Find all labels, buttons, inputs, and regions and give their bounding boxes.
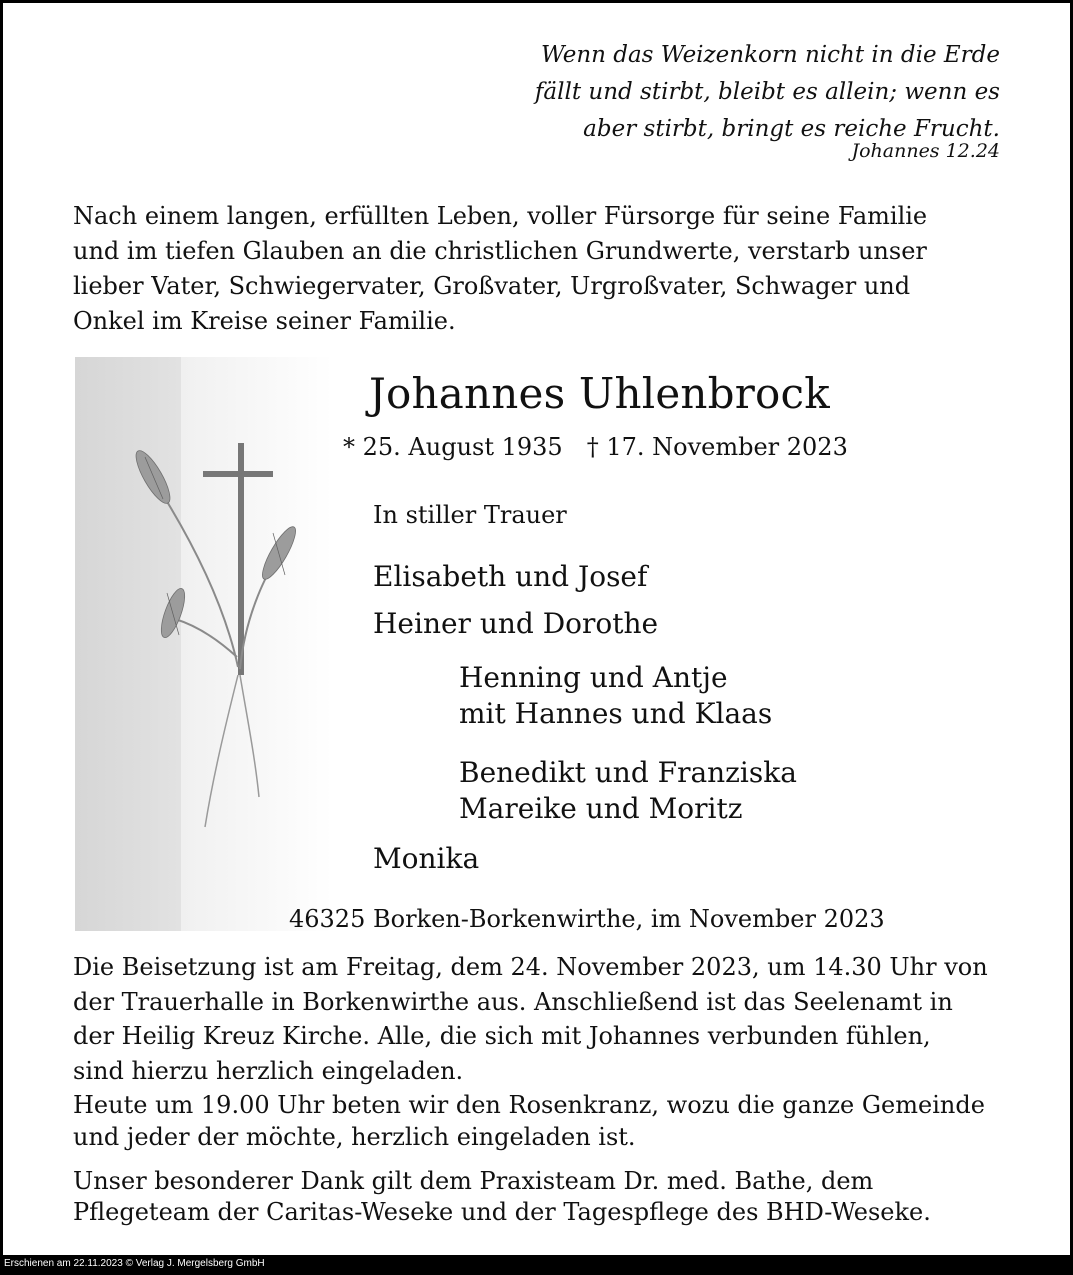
mourner-line: mit Hannes und Klaas: [459, 697, 773, 730]
thanks-line: Pflegeteam der Caritas-Weseke und der Tagespflege des BHD-Weseke.: [73, 1198, 931, 1226]
thanks-paragraph: [73, 1166, 931, 1228]
thanks-line: Unser besonderer Dank gilt dem Praxisteam Dr. med. Bathe, dem: [73, 1167, 874, 1195]
mourner-group: [459, 755, 797, 827]
intro-paragraph: [73, 199, 927, 339]
mourner-group: Monika: [373, 842, 480, 875]
quote-line: fällt und stirbt, bleibt es allein; wenn es: [534, 79, 1000, 105]
burial-paragraph: [73, 950, 988, 1088]
burial-line: sind hierzu herzlich eingeladen.: [73, 1056, 464, 1085]
quote-line: aber stirbt, bringt es reiche Frucht.: [583, 116, 1000, 142]
mourner-line: Henning und Antje: [459, 661, 728, 694]
publication-note: Erschienen am 22.11.2023 © Verlag J. Mergelsberg GmbH: [4, 1258, 265, 1269]
birth-date: * 25. August 1935: [343, 433, 563, 461]
burial-line: der Trauerhalle in Borkenwirthe aus. Anschließend ist das Seelenamt in: [73, 987, 953, 1016]
place-date: 46325 Borken-Borkenwirthe, im November 2023: [289, 905, 885, 933]
intro-line: und im tiefen Glauben an die christlichen Grundwerte, verstarb unser: [73, 237, 927, 265]
rosary-line: Heute um 19.00 Uhr beten wir den Rosenkranz, wozu die ganze Gemeinde: [73, 1091, 985, 1119]
life-dates: [343, 433, 848, 461]
intro-line: Nach einem langen, erfüllten Leben, voller Fürsorge für seine Familie: [73, 202, 928, 230]
burial-line: Die Beisetzung ist am Freitag, dem 24. November 2023, um 14.30 Uhr von: [73, 953, 988, 981]
cross-with-wheat-icon: [75, 357, 333, 931]
quote-line: Wenn das Weizenkorn nicht in die Erde: [540, 42, 1000, 68]
mourner-line: Benedikt und Franziska: [459, 756, 797, 789]
rosary-paragraph: [73, 1089, 985, 1153]
bible-quote: [440, 37, 1000, 148]
mourner-group: Elisabeth und Josef: [373, 560, 648, 593]
quote-source: Johannes 12.24: [851, 140, 1000, 162]
publication-footer: [0, 1256, 1073, 1275]
mourner-group: Heiner und Dorothe: [373, 607, 659, 640]
burial-line: der Heilig Kreuz Kirche. Alle, die sich mit Johannes verbunden fühlen,: [73, 1022, 931, 1050]
deceased-name: Johannes Uhlenbrock: [369, 369, 830, 418]
mourner-line: Mareike und Moritz: [459, 792, 743, 825]
mourning-heading: In stiller Trauer: [373, 501, 567, 529]
mourner-group: [459, 660, 772, 732]
intro-line: lieber Vater, Schwiegervater, Großvater, Urgroßvater, Schwager und: [73, 272, 911, 300]
intro-line: Onkel im Kreise seiner Familie.: [73, 307, 456, 335]
death-date: † 17. November 2023: [586, 433, 848, 461]
rosary-line: und jeder der möchte, herzlich eingeladen ist.: [73, 1123, 636, 1151]
